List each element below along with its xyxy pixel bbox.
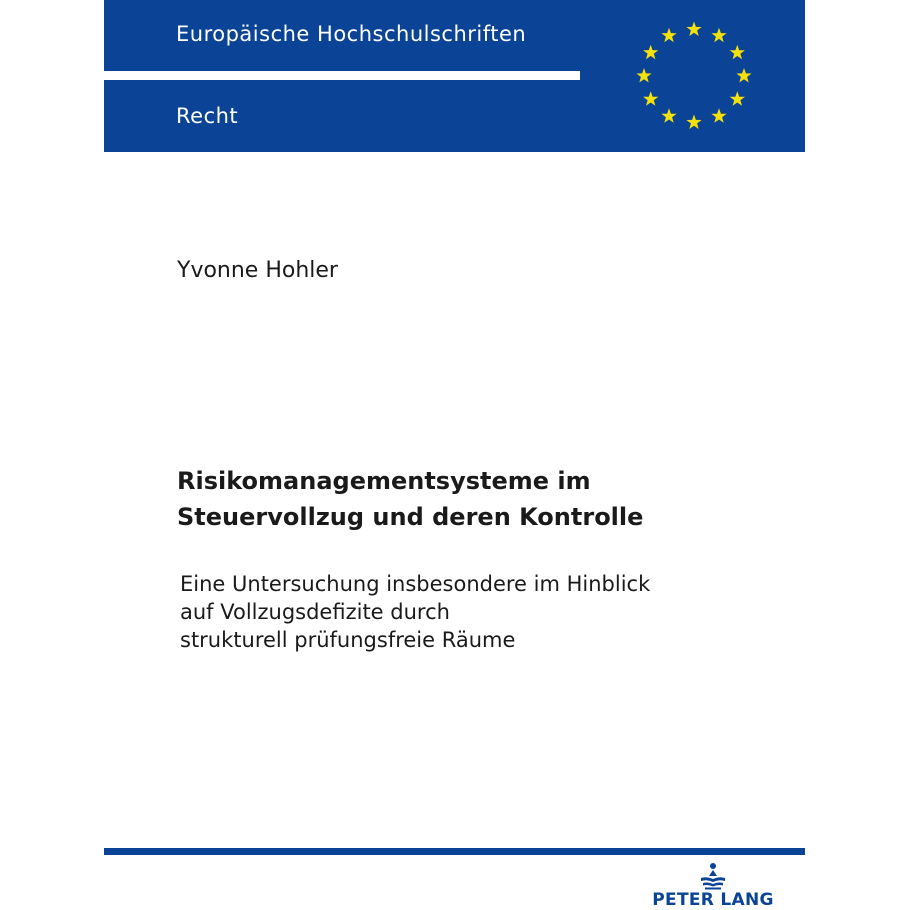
star-icon	[736, 68, 751, 83]
author-name: Yvonne Hohler	[177, 258, 338, 283]
book-subtitle-line: auf Vollzugsdefizite durch	[180, 600, 450, 624]
series-title: Europäische Hochschulschriften	[176, 22, 527, 46]
book-cover	[104, 0, 805, 910]
star-icon	[686, 22, 701, 37]
header-divider	[104, 71, 580, 80]
star-icon	[686, 115, 701, 130]
star-icon	[730, 45, 745, 60]
star-icon	[643, 91, 658, 106]
subseries-title: Recht	[176, 104, 239, 128]
star-icon	[711, 108, 726, 123]
publisher-name: PETER LANG	[652, 890, 774, 910]
eu-stars-circle-icon	[624, 10, 764, 140]
series-header-band	[104, 0, 805, 152]
star-icon	[730, 91, 745, 106]
star-icon	[661, 108, 676, 123]
book-subtitle-line: Eine Untersuchung insbesondere im Hinblick	[180, 572, 651, 596]
star-icon	[643, 45, 658, 60]
star-icon	[661, 28, 676, 43]
star-icon	[711, 28, 726, 43]
open-book-figure-icon	[699, 862, 727, 890]
footer-divider	[104, 848, 805, 855]
book-title-line: Risikomanagementsysteme im	[177, 467, 591, 495]
star-icon	[636, 68, 651, 83]
book-subtitle-line: strukturell prüfungsfreie Räume	[180, 628, 516, 652]
book-title-line: Steuervollzug und deren Kontrolle	[177, 503, 644, 531]
publisher-logo	[651, 862, 775, 910]
book-title	[177, 463, 777, 535]
star-ring	[636, 22, 751, 130]
book-subtitle	[180, 570, 780, 654]
